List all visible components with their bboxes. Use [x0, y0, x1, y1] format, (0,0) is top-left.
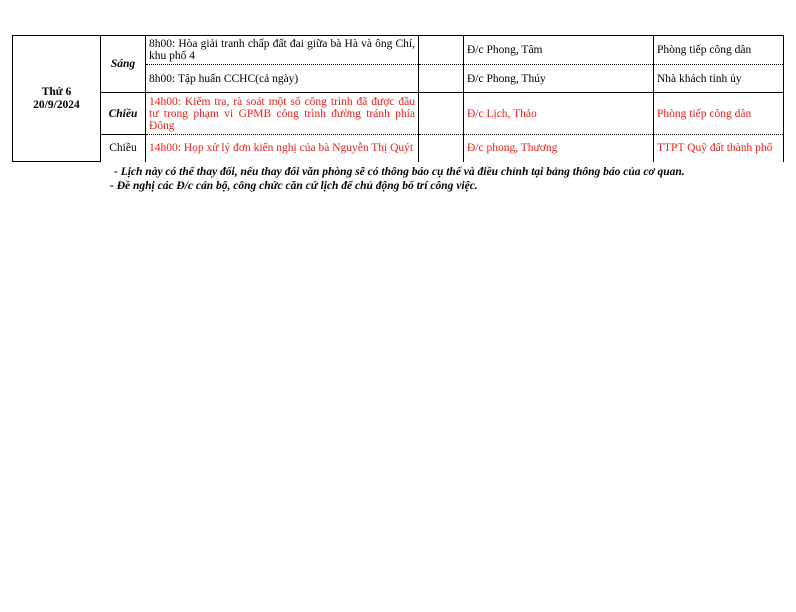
note-line-1: - Lịch này có thể thay đổi, nếu thay đổi văn phòng sẽ có thông báo cụ thể và điều chỉnh tại bảng thông báo của cơ quan. — [114, 166, 685, 178]
note-line-2: - Đề nghị các Đ/c cán bộ, công chức căn cứ lịch để chủ động bố trí công việc. — [110, 180, 478, 192]
row-participants: Đ/c phong, Thương — [464, 135, 654, 162]
row-participants: Đ/c Lịch, Thảo — [464, 93, 654, 135]
row-content: 8h00: Hòa giải tranh chấp đất đai giữa bà Hà và ông Chí, khu phố 4 — [146, 36, 419, 65]
day-date: 20/9/2024 — [33, 98, 80, 111]
empty-cell — [419, 135, 464, 162]
row-location: Phòng tiếp công dân — [654, 93, 784, 135]
row-location: TTPT Quỹ đất thành phố — [654, 135, 784, 162]
row-content: 14h00: Họp xử lý đơn kiến nghị của bà Nguyễn Thị Quýt — [146, 135, 419, 162]
row-participants: Đ/c Phong, Thúy — [464, 65, 654, 93]
session-afternoon: Chiều — [101, 93, 146, 135]
empty-cell — [419, 65, 464, 93]
row-location: Phòng tiếp công dân — [654, 36, 784, 65]
session-afternoon-2: Chiều — [101, 135, 146, 162]
row-participants: Đ/c Phong, Tâm — [464, 36, 654, 65]
empty-cell — [419, 36, 464, 65]
day-name: Thứ 6 — [41, 85, 72, 98]
notes — [110, 165, 685, 193]
row-content: 8h00: Tập huấn CCHC(cả ngày) — [146, 65, 419, 93]
schedule-table — [12, 35, 784, 162]
session-morning: Sáng — [101, 36, 146, 93]
day-cell — [13, 36, 101, 162]
row-content: 14h00: Kiểm tra, rà soát một số công trình đã được đầu tư trong phạm vi GPMB công trình đường tránh phía Đông — [146, 93, 419, 135]
row-location: Nhà khách tỉnh ủy — [654, 65, 784, 93]
empty-cell — [419, 93, 464, 135]
